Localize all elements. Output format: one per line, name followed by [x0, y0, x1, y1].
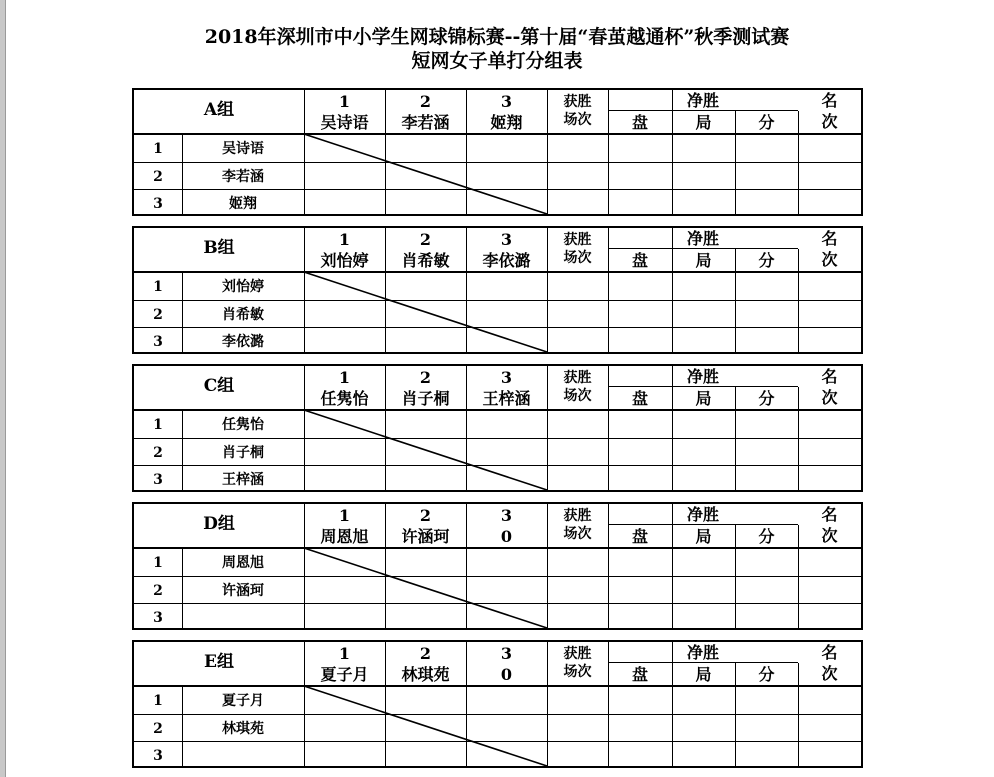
- row-number: 2: [153, 306, 163, 323]
- sets-header: 盘: [631, 665, 648, 684]
- rank-header-line2: 次: [821, 526, 838, 545]
- row-number: 3: [153, 196, 163, 213]
- row-player-name: 周恩旭: [222, 555, 264, 571]
- rank-header-line2: 次: [821, 664, 838, 683]
- group-label: C组: [203, 376, 235, 396]
- row-number: 2: [153, 720, 163, 737]
- column-number: 2: [419, 644, 432, 663]
- wins-header: 获胜: [563, 94, 592, 110]
- diagonal-slash: [134, 228, 861, 352]
- wins-header-line2: 场次: [563, 112, 592, 128]
- column-number: 2: [419, 368, 432, 387]
- column-number: 1: [338, 92, 351, 111]
- document-subtitle: 短网女子单打分组表: [411, 50, 583, 72]
- diagonal-line: [304, 410, 547, 490]
- points-header: 分: [758, 665, 775, 684]
- wins-header: 获胜: [563, 232, 592, 248]
- rank-header-line2: 次: [821, 250, 838, 269]
- row-number: 2: [153, 582, 163, 599]
- rank-header: 名: [821, 505, 838, 524]
- column-player-name: 0: [500, 527, 513, 546]
- column-player-name: 吴诗语: [320, 113, 369, 132]
- diagonal-slash: [134, 366, 861, 490]
- points-header: 分: [758, 113, 775, 132]
- games-header: 局: [695, 389, 712, 408]
- rank-header: 名: [821, 91, 838, 110]
- column-player-name: 王梓涵: [482, 389, 531, 408]
- diagonal-slash: [134, 90, 861, 214]
- diagonal-line: [304, 686, 547, 766]
- games-header: 局: [695, 527, 712, 546]
- rank-header-line2: 次: [821, 112, 838, 131]
- column-number: 3: [500, 644, 513, 663]
- row-number: 1: [153, 279, 163, 295]
- column-number: 2: [419, 92, 432, 111]
- net-wins-header: 净胜: [686, 91, 719, 110]
- rank-header: 名: [821, 229, 838, 248]
- column-player-name: 肖子桐: [401, 389, 450, 408]
- column-player-name: 许涵珂: [401, 527, 450, 546]
- row-player-name: 林琪苑: [222, 720, 264, 737]
- column-number: 1: [338, 644, 351, 663]
- row-player-name: 刘怡婷: [222, 279, 264, 295]
- row-player-name: 肖子桐: [222, 444, 264, 461]
- column-number: 3: [500, 230, 513, 249]
- row-number: 2: [153, 444, 163, 461]
- diagonal-line: [304, 548, 547, 628]
- group-table: [132, 226, 863, 354]
- sets-header: 盘: [631, 389, 648, 408]
- column-player-name: 李依潞: [482, 251, 531, 270]
- document-title: 2018年深圳市中小学生网球锦标赛--第十届“春茧越通杯”秋季测试赛: [204, 26, 790, 48]
- sets-header: 盘: [631, 113, 648, 132]
- wins-header: 获胜: [563, 646, 592, 662]
- group-table: [132, 364, 863, 492]
- net-wins-header: 净胜: [686, 229, 719, 248]
- wins-header: 获胜: [563, 508, 592, 524]
- group-table: [132, 88, 863, 216]
- row-number: 1: [153, 555, 163, 571]
- row-player-name: 吴诗语: [222, 141, 264, 157]
- games-header: 局: [695, 665, 712, 684]
- column-number: 1: [338, 506, 351, 525]
- row-player-name: 夏子月: [222, 693, 264, 709]
- column-number: 3: [500, 368, 513, 387]
- column-player-name: 林琪苑: [401, 665, 450, 684]
- row-number: 3: [153, 610, 163, 627]
- group-table: [132, 640, 863, 768]
- column-player-name: 肖希敏: [401, 251, 450, 270]
- column-player-name: 周恩旭: [320, 527, 369, 546]
- column-number: 2: [419, 230, 432, 249]
- rank-header: 名: [821, 367, 838, 386]
- diagonal-line: [304, 272, 547, 352]
- games-header: 局: [695, 251, 712, 270]
- row-player-name: 李若涵: [222, 168, 264, 185]
- row-number: 1: [153, 141, 163, 157]
- diagonal-slash: [134, 504, 861, 628]
- row-player-name: 许涵珂: [222, 582, 264, 599]
- column-player-name: 0: [500, 665, 513, 684]
- row-number: 3: [153, 748, 163, 765]
- column-number: 3: [500, 92, 513, 111]
- points-header: 分: [758, 389, 775, 408]
- net-wins-header: 净胜: [686, 367, 719, 386]
- group-table: [132, 502, 863, 630]
- games-header: 局: [695, 113, 712, 132]
- group-label: B组: [203, 238, 235, 258]
- row-number: 1: [153, 693, 163, 709]
- row-number: 1: [153, 417, 163, 433]
- group-label: D组: [203, 514, 235, 534]
- rank-header: 名: [821, 643, 838, 662]
- column-player-name: 任隽怡: [320, 389, 369, 408]
- sets-header: 盘: [631, 251, 648, 270]
- sets-header: 盘: [631, 527, 648, 546]
- wins-header-line2: 场次: [563, 250, 592, 266]
- row-player-name: 任隽怡: [222, 417, 264, 433]
- column-number: 1: [338, 368, 351, 387]
- group-label: A组: [203, 100, 235, 120]
- wins-header-line2: 场次: [563, 526, 592, 542]
- column-player-name: 夏子月: [320, 665, 369, 684]
- row-number: 3: [153, 334, 163, 351]
- row-player-name: 姬翔: [229, 196, 257, 213]
- rank-header-line2: 次: [821, 388, 838, 407]
- points-header: 分: [758, 527, 775, 546]
- column-player-name: 李若涵: [401, 113, 450, 132]
- diagonal-slash: [134, 642, 861, 766]
- diagonal-line: [304, 134, 547, 214]
- row-number: 2: [153, 168, 163, 185]
- net-wins-header: 净胜: [686, 643, 719, 662]
- wins-header-line2: 场次: [563, 664, 592, 680]
- column-number: 2: [419, 506, 432, 525]
- wins-header-line2: 场次: [563, 388, 592, 404]
- row-player-name: 李依潞: [222, 334, 264, 351]
- group-label: E组: [204, 652, 234, 672]
- left-scrollbar[interactable]: [0, 0, 6, 777]
- column-player-name: 刘怡婷: [320, 251, 369, 270]
- points-header: 分: [758, 251, 775, 270]
- column-player-name: 姬翔: [490, 113, 523, 132]
- row-number: 3: [153, 472, 163, 489]
- net-wins-header: 净胜: [686, 505, 719, 524]
- column-number: 1: [338, 230, 351, 249]
- column-number: 3: [500, 506, 513, 525]
- row-player-name: 肖希敏: [222, 306, 264, 323]
- wins-header: 获胜: [563, 370, 592, 386]
- row-player-name: 王梓涵: [222, 472, 264, 489]
